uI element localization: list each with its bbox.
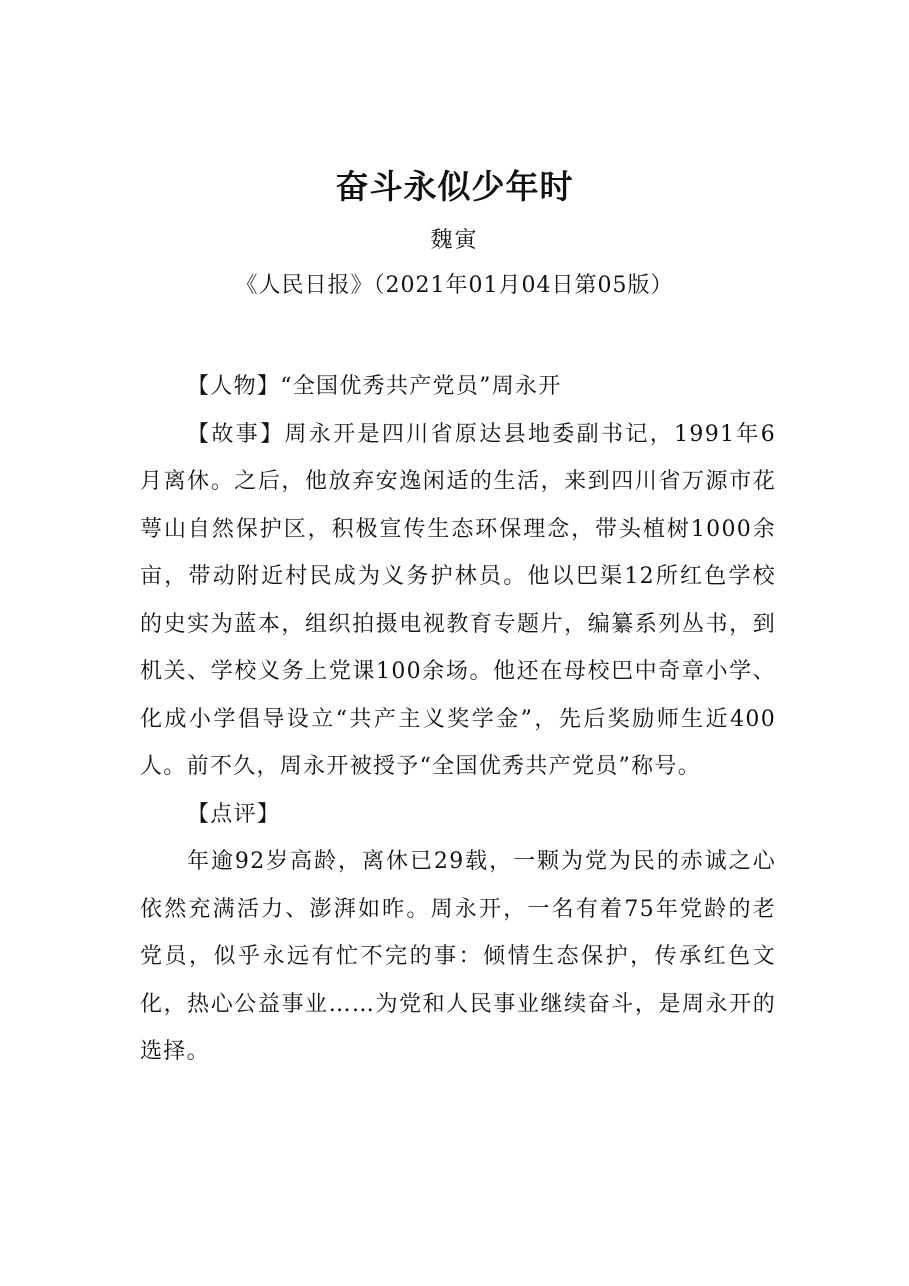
person-text: “全国优秀共产党员”周永开: [280, 374, 562, 399]
story-paragraph: [140, 411, 776, 791]
article-body: [140, 363, 776, 1076]
person-paragraph: [140, 363, 776, 411]
article-title: 奋斗永似少年时: [335, 167, 574, 206]
article-source: 《人民日报》（2021年01月04日第05版）: [235, 273, 674, 298]
person-label: 【人物】: [187, 374, 281, 399]
story-label: 【故事】: [187, 421, 285, 447]
comment-label-paragraph: [140, 791, 776, 839]
article-author: 魏寅: [430, 228, 479, 253]
comment-paragraph: 年逾92岁高龄，离休已29载，一颗为党为民的赤诚之心依然充满活力、澎湃如昨。周永开，一名有着75年党龄的老党员，似乎永远有忙不完的事：倾情生态保护，传承红色文化，热心公益事业……为党和人民事业继续奋斗，是周永开的选择。: [140, 849, 776, 1064]
comment-label: 【点评】: [187, 801, 281, 827]
story-text: 周永开是四川省原达县地委副书记，1991年6月离休。之后，他放弃安逸闲适的生活，来到四川省万源市花萼山自然保护区，积极宣传生态环保理念，带头植树1000余亩，带动附近村民成为义务护林员。他以巴渠12所红色学校的史实为蓝本，组织拍摄电视教育专题片，编纂系列丛书，到机关、学校义务上党课100余场。他还在母校巴中奇章小学、化成小学倡导设立“共产主义奖学金”，先后奖励师生近400人。前不久，周永开被授予“全国优秀共产党员”称号。: [140, 421, 776, 779]
